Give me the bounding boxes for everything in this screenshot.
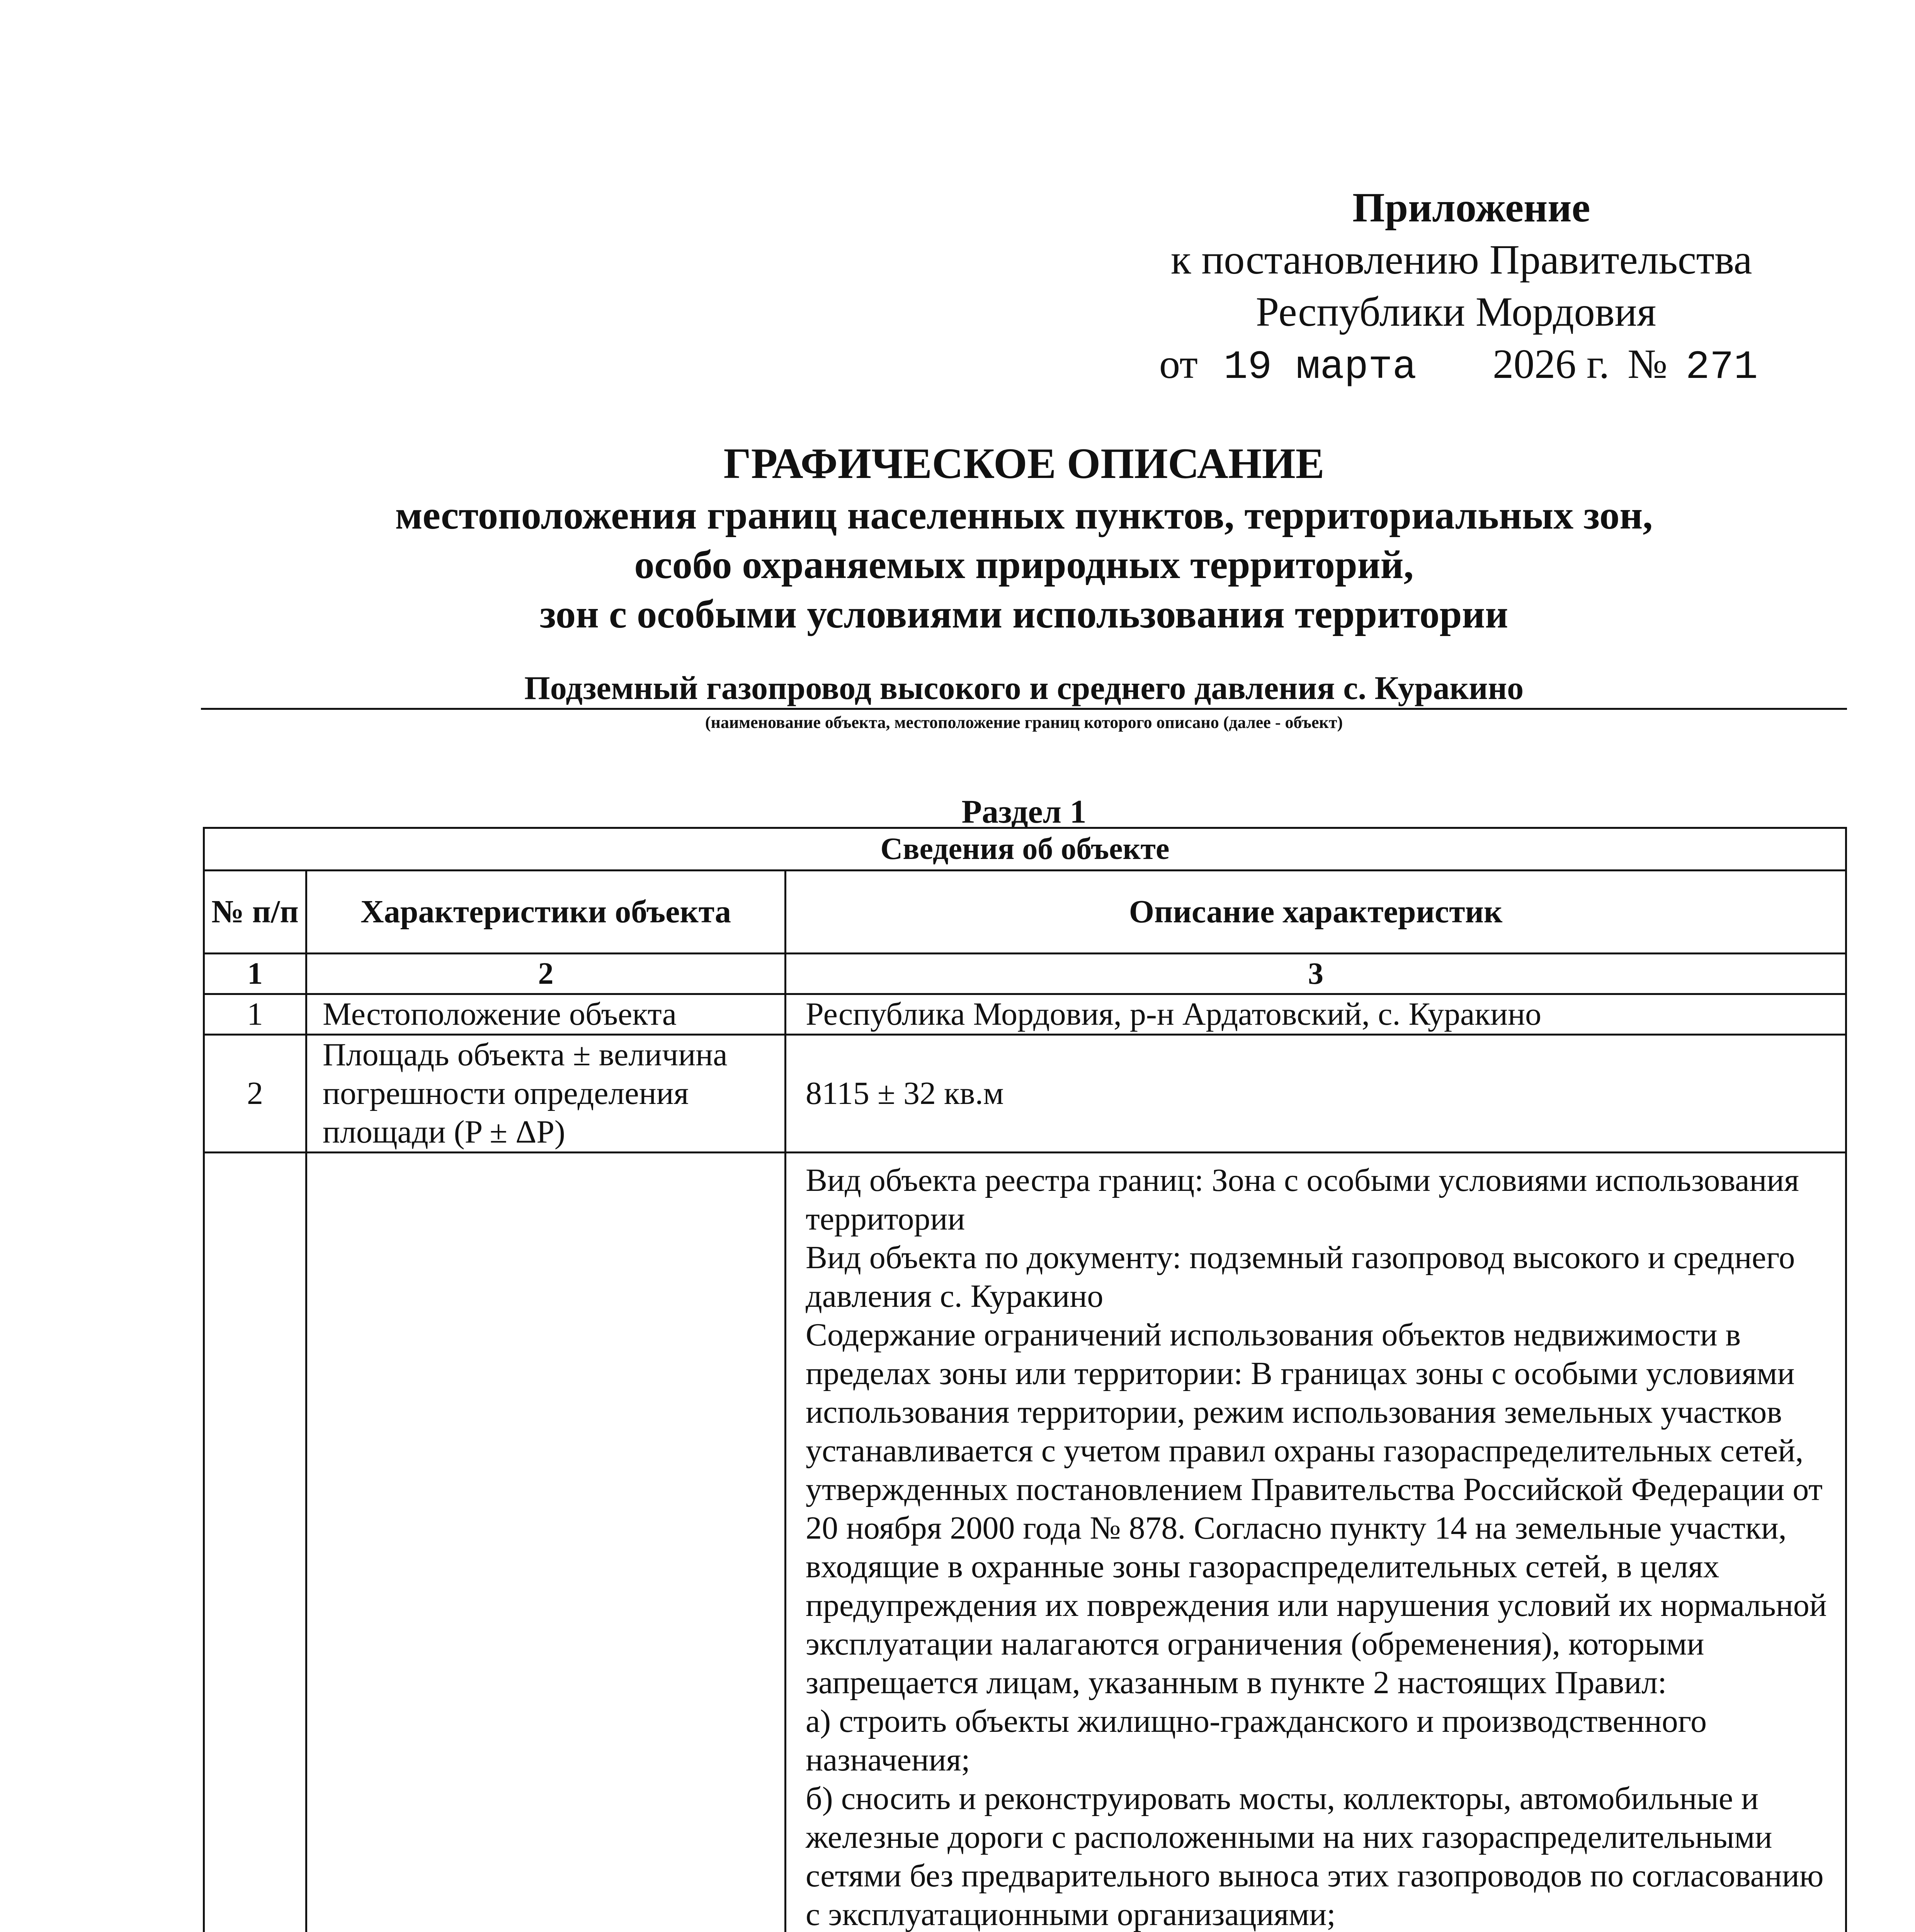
- description-line: Содержание ограничений использования объектов недвижимости в пределах зоны или территории: В границах зоны с особыми условиями использования территории, режим использования земельных участков устанавливается с учетом правил охраны газораспределительных сетей, утвержденных постановлением Правительства Российской Федерации от 20 ноября 2000 года № 878. Согласно пункту 14 на земельные участки, входящие в охранные зоны газораспределительных сетей, в целях предупреждения их повреждения или нарушения условий их нормальной эксплуатации налагаются ограничения (обременения), которыми запрещается лицам, указанным в пункте 2 настоящих Правил:: [806, 1317, 1827, 1701]
- description-line: а) строить объекты жилищно-гражданского и производственного назначения;: [806, 1703, 1707, 1778]
- row-characteristic: Местоположение объекта: [306, 994, 786, 1035]
- title-line-1: местоположения границ населенных пунктов, территориальных зон,: [395, 493, 1653, 537]
- header-description: Описание характеристик: [786, 871, 1846, 954]
- column-number-1: 1: [204, 954, 306, 994]
- title-line-3: зон с особыми условиями использования территории: [539, 592, 1509, 636]
- object-info-table: [203, 827, 1845, 1932]
- row-num: [204, 1153, 306, 1932]
- object-name: Подземный газопровод высокого и среднего давления с. Куракино: [524, 669, 1524, 706]
- row-characteristic: [306, 1153, 786, 1932]
- column-number-3: 3: [786, 954, 1846, 994]
- row-description-list: [786, 1153, 1846, 1932]
- section-label: Раздел 1: [961, 793, 1087, 830]
- row-description: 8115 ± 32 кв.м: [786, 1035, 1846, 1153]
- description-line: б) сносить и реконструировать мосты, коллекторы, автомобильные и железные дороги с расположенными на них газораспределительными сетями без предварительного выноса этих газопроводов по согласованию с эксплуатационными организациями;: [806, 1781, 1824, 1932]
- object-caption: (наименование объекта, местоположение границ которого описано (далее - объект): [705, 713, 1343, 732]
- header-characteristic: Характеристики объекта: [306, 871, 786, 954]
- row-characteristic: Площадь объекта ± величина погрешности определения площади (P ± ΔP): [306, 1035, 786, 1153]
- object-underline: [201, 708, 1847, 710]
- table-row: [204, 1035, 1846, 1153]
- appendix-header: [1140, 182, 1874, 394]
- appendix-date-line: [1140, 338, 1874, 394]
- date-prefix: от: [1159, 341, 1198, 387]
- document-title: [201, 437, 1847, 639]
- row-num: 2: [204, 1035, 306, 1153]
- appendix-resolution-line: к постановлению Правительства: [1171, 237, 1752, 283]
- title-line-2: особо охраняемых природных территорий,: [634, 543, 1414, 587]
- column-number-2: 2: [306, 954, 786, 994]
- table-row: [204, 994, 1846, 1035]
- description-line: Вид объекта по документу: подземный газопровод высокого и среднего давления с. Куракино: [806, 1240, 1795, 1314]
- header-num: № п/п: [204, 871, 306, 954]
- appendix-title: Приложение: [1352, 185, 1590, 231]
- appendix-republic-line: Республики Мордовия: [1256, 289, 1656, 335]
- row-description: Республика Мордовия, р-н Ардатовский, с. Куракино: [786, 994, 1846, 1035]
- table-caption: Сведения об объекте: [204, 828, 1846, 871]
- description-line: Вид объекта реестра границ: Зона с особыми условиями использования территории: [806, 1162, 1799, 1237]
- number-prefix: №: [1628, 341, 1668, 387]
- number-value: 271: [1685, 345, 1758, 390]
- title-main: ГРАФИЧЕСКОЕ ОПИСАНИЕ: [723, 440, 1325, 488]
- table-row: [204, 1153, 1846, 1932]
- row-num: 1: [204, 994, 306, 1035]
- date-value: 19 марта: [1223, 345, 1417, 390]
- year: 2026 г.: [1493, 341, 1610, 387]
